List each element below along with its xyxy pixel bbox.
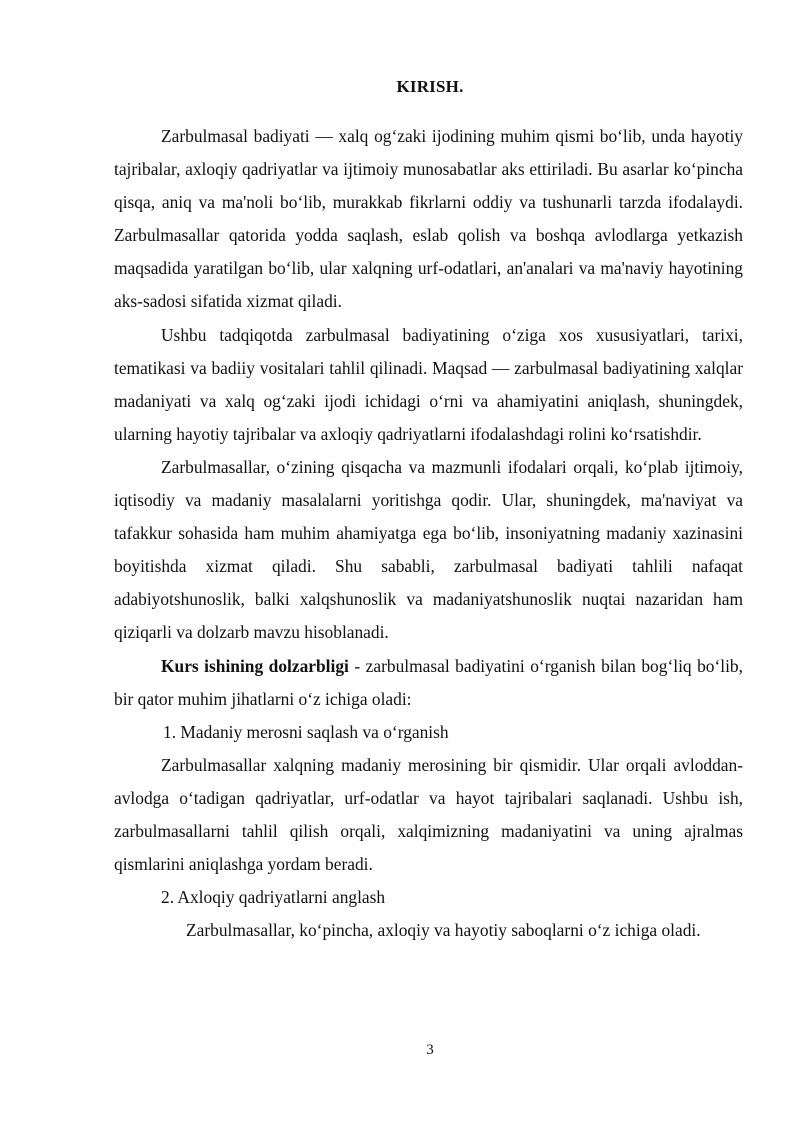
- page-number: 3: [426, 1042, 434, 1058]
- paragraph-intro: Zarbulmasal badiyati — xalq og‘zaki ijodining muhim qismi bo‘lib, unda hayotiy tajribalar, axloqiy qadriyatlar va ijtimoiy munosabatlar aks ettiriladi. Bu asarlar ko‘pincha qisqa, aniq va ma'noli bo‘lib, murakkab fikrlarni oddiy va tushunarli tarzda ifodalaydi. Zarbulmasallar qatorida yodda saqlash, eslab qolish va boshqa avlodlarga yetkazish maqsadida yaratilgan bo‘lib, ular xalqning urf-odatlari, an'analari va ma'naviy hayotining aks-sadosi sifatida xizmat qiladi.: [114, 126, 743, 312]
- paragraph-moral-values: Zarbulmasallar, ko‘pincha, axloqiy va hayotiy saboqlarni o‘z ichiga oladi.: [186, 920, 701, 941]
- paragraph-relevance: [114, 650, 743, 716]
- relevance-text: - zarbulmasal badiyatini o‘rganish bilan bog‘liq bo‘lib, bir qator muhim jihatlarni o‘z ichiga oladi:: [114, 655, 743, 709]
- list-item-1: 1. Madaniy merosni saqlash va o‘rganish: [163, 721, 449, 742]
- page-title: KIRISH.: [396, 77, 464, 96]
- document-body: [114, 120, 743, 947]
- relevance-heading: Kurs ishining dolzarbligi: [161, 655, 349, 676]
- list-item-2: 2. Axloqiy qadriyatlarni anglash: [161, 887, 386, 908]
- paragraph-significance: Zarbulmasallar, o‘zining qisqacha va mazmunli ifodalari orqali, ko‘plab ijtimoiy, iqtisodiy va madaniy masalalarni yoritishga qodir. Ular, shuningdek, ma'naviyat va tafakkur sohasida ham muhim ahamiyatga ega bo‘lib, insoniyatning madaniy xazinasini boyitishda xizmat qiladi. Shu sababli, zarbulmasal badiyati tahlili nafaqat adabiyotshunoslik, balki xalqshunoslik va madaniyatshunoslik nuqtai nazaridan ham qiziqarli va dolzarb mavzu hisoblanadi.: [114, 456, 743, 643]
- paragraph-heritage: Zarbulmasallar xalqning madaniy merosining bir qismidir. Ular orqali avloddan-avlodga o‘tadigan qadriyatlar, urf-odatlar va hayot tajribalari saqlanadi. Ushbu ish, zarbulmasallarni tahlil qilish orqali, xalqimizning madaniyatini va uning ajralmas qismlarini aniqlashga yordam beradi.: [114, 754, 743, 875]
- paragraph-research-goal: Ushbu tadqiqotda zarbulmasal badiyatining o‘ziga xos xususiyatlari, tarixi, tematikasi va badiiy vositalari tahlil qilinadi. Maqsad — zarbulmasal badiyatining xalqlar madaniyati va xalq og‘zaki ijodi ichidagi o‘rni va ahamiyatini aniqlash, shuningdek, ularning hayotiy tajribalar va axloqiy qadriyatlarni ifodalashdagi rolini ko‘rsatishdir.: [114, 324, 743, 444]
